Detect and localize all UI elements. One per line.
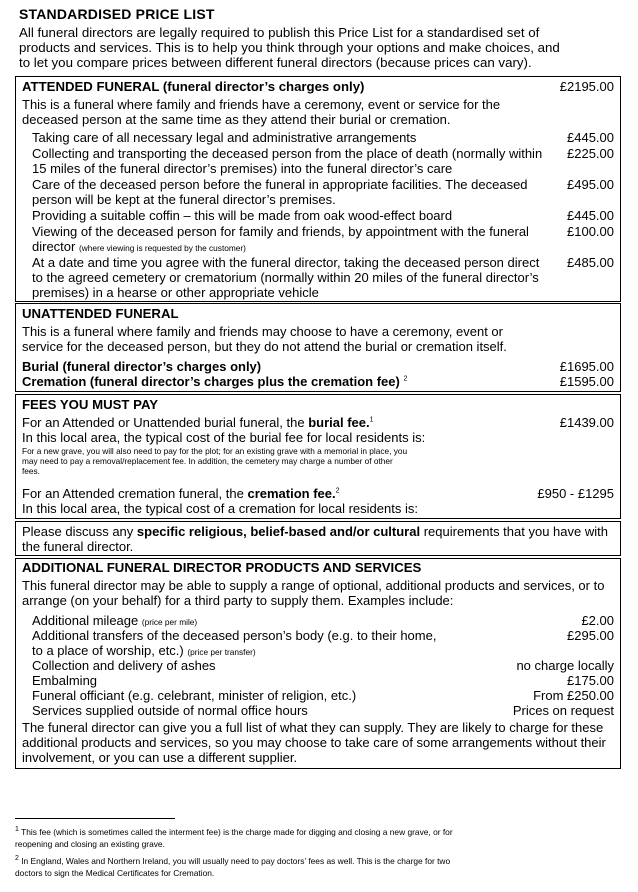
unattended-desc xyxy=(22,324,507,354)
service-item-legal xyxy=(32,130,416,145)
service-item-transport xyxy=(32,255,539,300)
footnote-ref: 1 xyxy=(369,416,374,424)
service-label: person will be kept at the funeral director’s premises. xyxy=(32,192,336,207)
service-label: Viewing of the deceased person for family and friends, by appointment with the funeral xyxy=(32,224,529,239)
attended-funeral-price: £2195.00 xyxy=(559,79,614,94)
desc-line: This is a funeral where family and friends have a ceremony, event or service for the xyxy=(22,97,501,112)
transfers-text: to a place of worship, etc.) xyxy=(32,643,184,658)
footnote-line: reopening and closing an existing grave. xyxy=(15,839,165,849)
note-line: may need to pay a removal/replacement fee. In addition, the cemetery may charge a number of other xyxy=(22,456,393,466)
note-line: fees. xyxy=(22,466,40,476)
note-line: For a new grave, you will also need to pay for the plot; for an existing grave with a memorial in place, you xyxy=(22,446,408,456)
burial-fee-label xyxy=(22,415,374,430)
cremation-fee-label xyxy=(22,486,340,501)
discuss-post: requirements that you have with xyxy=(420,524,608,539)
service-price-viewing: £100.00 xyxy=(567,224,614,239)
mileage-price: £2.00 xyxy=(581,613,614,628)
cremation-option-text: Cremation (funeral director’s charges plus the cremation fee) xyxy=(22,374,400,389)
mileage-text: Additional mileage xyxy=(32,613,139,628)
burial-fee-bold: burial fee. xyxy=(308,415,370,430)
footnote-1 xyxy=(15,826,625,850)
intro-line: products and services. This is to help you think through your options and make choices, and xyxy=(19,40,560,55)
desc-line: This funeral director may be able to supply a range of optional, additional products and services, or to xyxy=(22,578,605,593)
footnote-number: 1 xyxy=(15,826,19,834)
footnote-line xyxy=(15,855,625,867)
cremation-option-price: £1595.00 xyxy=(559,374,614,389)
footnote-line: doctors to sign the Medical Certificates for Cremation. xyxy=(15,868,215,878)
discuss-section xyxy=(15,521,621,556)
transfers-line: Additional transfers of the deceased person’s body (e.g. to their home, xyxy=(32,628,437,643)
service-price-coffin: £445.00 xyxy=(567,208,614,223)
service-label: Taking care of all necessary legal and administrative arrangements xyxy=(32,130,417,145)
cremation-fee-price: £950 - £1295 xyxy=(537,486,614,501)
attended-funeral-heading: ATTENDED FUNERAL (funeral director’s charges only) xyxy=(22,79,365,94)
closing-line: involvement, or you can use a different supplier. xyxy=(22,750,298,765)
service-price-transport: £485.00 xyxy=(567,255,614,270)
service-label: 15 miles of the funeral director’s premises) into the funeral director’s care xyxy=(32,161,453,176)
unattended-funeral-section xyxy=(15,303,621,392)
ashes-label: Collection and delivery of ashes xyxy=(32,658,216,673)
service-note: (where viewing is requested by the customer) xyxy=(78,243,246,253)
footnote-ref: 2 xyxy=(403,375,408,383)
discuss-pre: Please discuss any xyxy=(22,524,137,539)
burial-fee-text: For an Attended or Unattended burial funeral, the xyxy=(22,415,309,430)
burial-option-label: Burial (funeral director’s charges only) xyxy=(22,359,262,374)
service-price-care: £495.00 xyxy=(567,177,614,192)
cremation-option-label xyxy=(22,374,407,389)
mileage-note: (price per mile) xyxy=(141,617,198,627)
closing-line: additional products and services, so you may choose to take care of some arrangements without their xyxy=(22,735,606,750)
transfers-note: (price per transfer) xyxy=(187,647,256,657)
service-price-legal: £445.00 xyxy=(567,130,614,145)
service-label: to the agreed cemetery or crematorium (normally within 20 miles of the funeral director’s xyxy=(32,270,539,285)
closing-line: The funeral director can give you a full list of what they can supply. They are likely to charge for these xyxy=(22,720,604,735)
page-title: STANDARDISED PRICE LIST xyxy=(19,6,215,22)
footnote-divider xyxy=(15,818,175,819)
service-label: premises) in a hearse or other appropriate vehicle xyxy=(32,285,319,300)
embalming-price: £175.00 xyxy=(567,673,614,688)
fees-section xyxy=(15,394,621,519)
desc-line: This is a funeral where family and friends may choose to have a ceremony, event or xyxy=(22,324,503,339)
desc-line: arrange (on your behalf) for a third party to supply them. Examples include: xyxy=(22,593,454,608)
cremation-fee-bold: cremation fee. xyxy=(247,486,336,501)
footnote-line xyxy=(15,826,625,838)
service-item-viewing xyxy=(32,224,529,256)
footnote-text: This fee (which is sometimes called the interment fee) is the charge made for digging and closing a new grave, or for xyxy=(21,827,453,837)
service-label-text: director xyxy=(32,239,76,254)
service-label xyxy=(32,239,529,256)
discuss-line: the funeral director. xyxy=(22,539,134,554)
burial-fee-note xyxy=(22,446,407,476)
outside-hours-price: Prices on request xyxy=(512,703,614,718)
ashes-price: no charge locally xyxy=(516,658,614,673)
burial-fee-price: £1439.00 xyxy=(559,415,614,430)
outside-hours-label: Services supplied outside of normal office hours xyxy=(32,703,308,718)
service-label: Collecting and transporting the deceased person from the place of death (normally within xyxy=(32,146,543,161)
footnote-2 xyxy=(15,855,625,879)
discuss-line xyxy=(22,524,608,539)
discuss-bold: specific religious, belief-based and/or cultural xyxy=(136,524,421,539)
burial-option-price: £1695.00 xyxy=(559,359,614,374)
embalming-label: Embalming xyxy=(32,673,98,688)
intro-text xyxy=(19,25,619,70)
unattended-funeral-heading: UNATTENDED FUNERAL xyxy=(22,306,179,321)
attended-desc xyxy=(22,97,500,127)
desc-line: deceased person at the same time as they attend their burial or cremation. xyxy=(22,112,451,127)
intro-line: to let you compare prices between different funeral directors (because prices can vary). xyxy=(19,55,532,70)
attended-funeral-section xyxy=(15,76,621,302)
footnote-ref: 2 xyxy=(335,487,340,495)
discuss-text xyxy=(22,524,608,554)
service-item-collecting xyxy=(32,146,542,176)
service-label: At a date and time you agree with the funeral director, taking the deceased person direct xyxy=(32,255,540,270)
service-item-care xyxy=(32,177,528,207)
cremation-fee-local: In this local area, the typical cost of a cremation for local residents is: xyxy=(22,501,418,516)
officiant-label: Funeral officiant (e.g. celebrant, minister of religion, etc.) xyxy=(32,688,357,703)
transfers-label xyxy=(32,628,436,660)
intro-line: All funeral directors are legally required to publish this Price List for a standardised set of xyxy=(19,25,540,40)
cremation-fee-text: For an Attended cremation funeral, the xyxy=(22,486,248,501)
footnote-text: In England, Wales and Northern Ireland, you will usually need to pay doctors’ fees as well. This is the charge for two xyxy=(21,856,451,866)
transfers-price: £295.00 xyxy=(567,628,614,643)
desc-line: service for the deceased person, but they do not attend the burial or cremation itself. xyxy=(22,339,507,354)
additional-heading: ADDITIONAL FUNERAL DIRECTOR PRODUCTS AND SERVICES xyxy=(22,560,422,575)
additional-section xyxy=(15,558,621,769)
burial-fee-local: In this local area, the typical cost of the burial fee for local residents is: xyxy=(22,430,426,445)
service-price-collecting: £225.00 xyxy=(567,146,614,161)
fees-heading: FEES YOU MUST PAY xyxy=(22,397,159,412)
service-label: Providing a suitable coffin – this will be made from oak wood-effect board xyxy=(32,208,453,223)
footnote-number: 2 xyxy=(15,855,19,863)
service-item-coffin xyxy=(32,208,452,223)
service-label: Care of the deceased person before the funeral in appropriate facilities. The deceased xyxy=(32,177,528,192)
additional-desc xyxy=(22,578,604,608)
officiant-price: From £250.00 xyxy=(533,688,614,703)
additional-closing xyxy=(22,720,606,765)
